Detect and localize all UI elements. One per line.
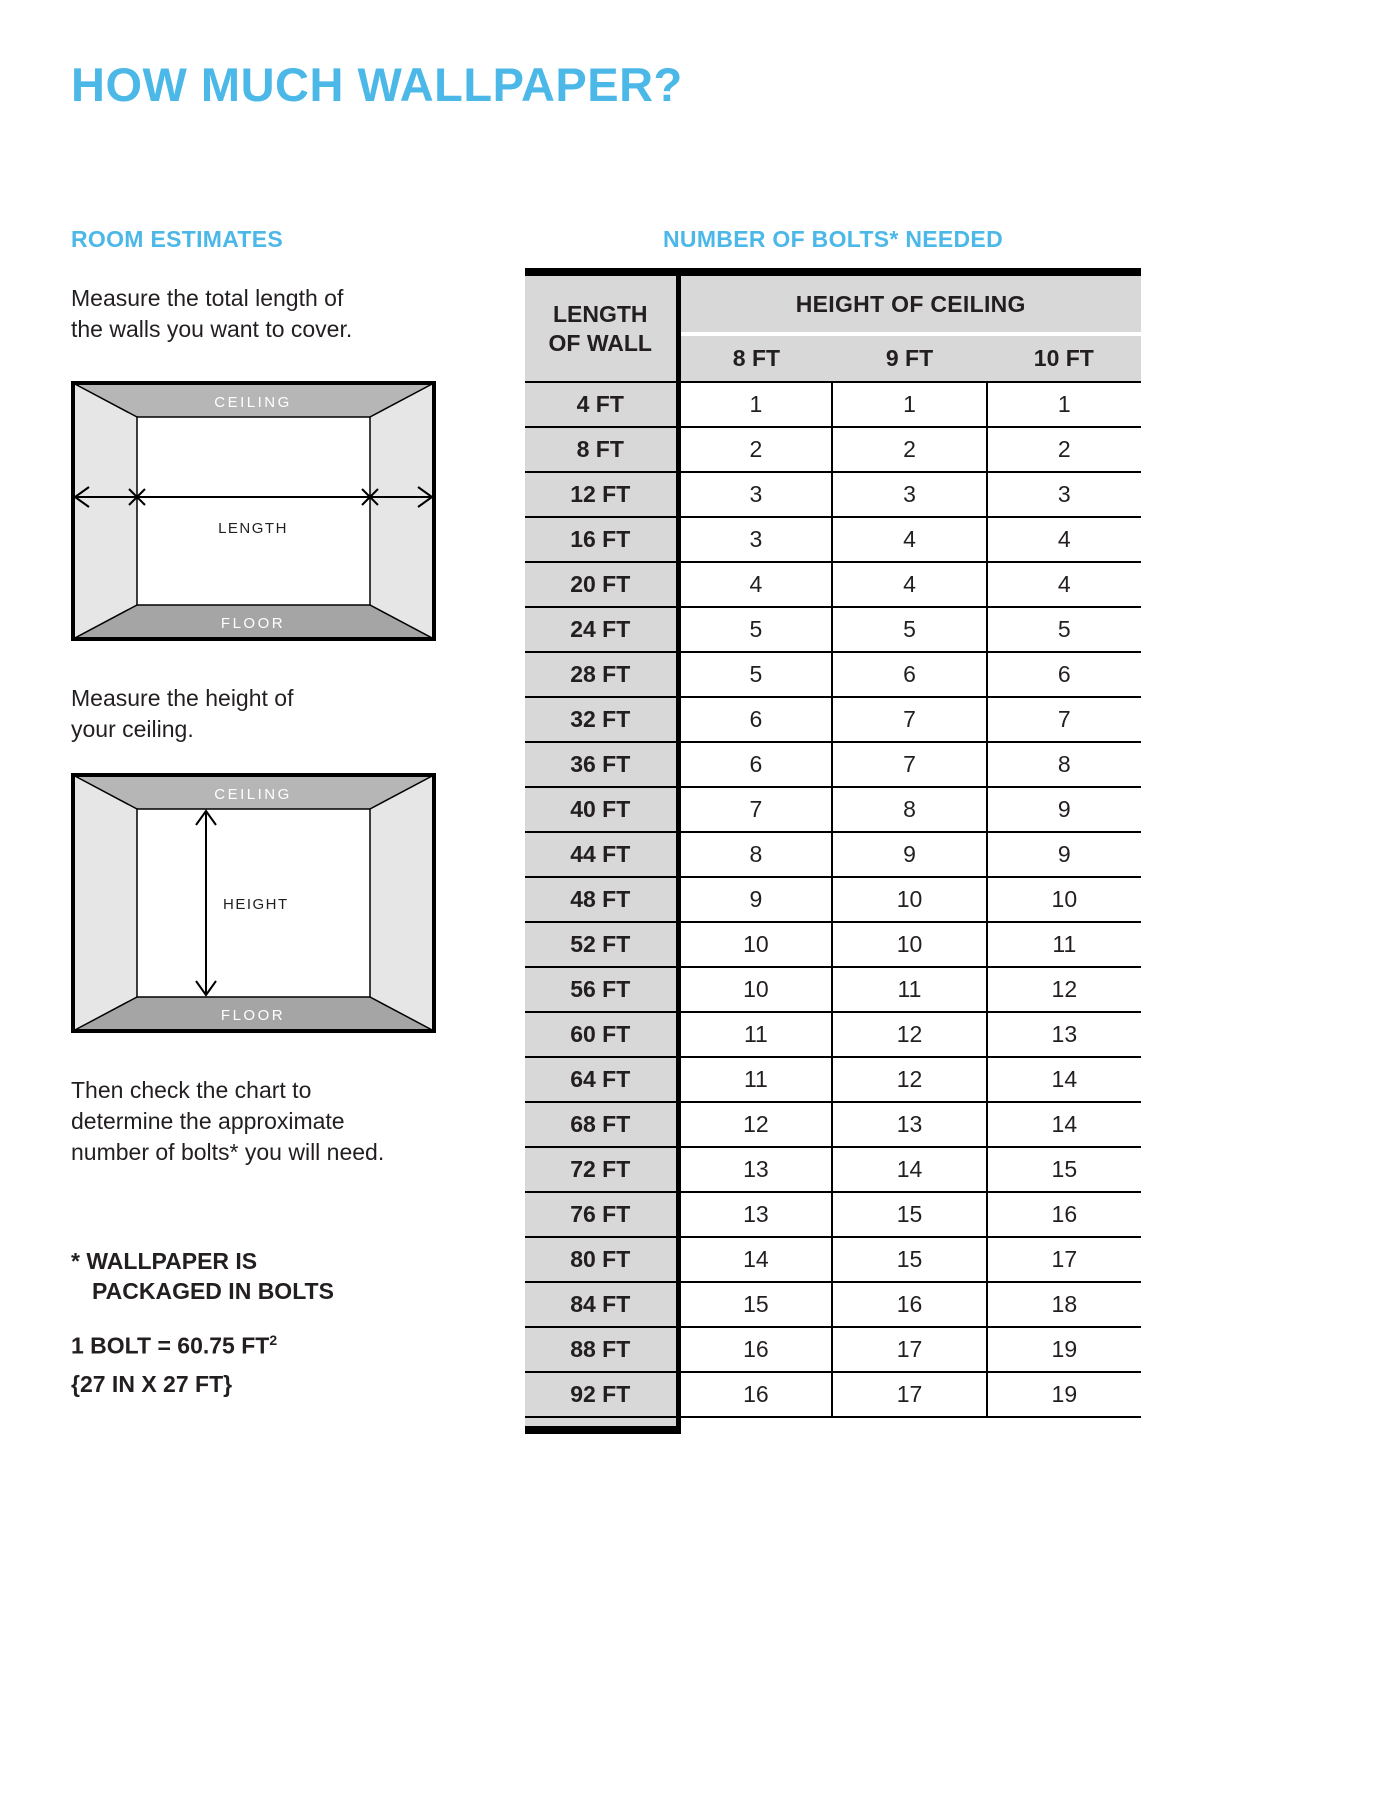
bolt-count-cell: 17 <box>832 1327 986 1372</box>
room-height-diagram <box>71 773 436 1033</box>
row-length-label: 40 FT <box>525 787 678 832</box>
bolt-count-cell: 4 <box>987 517 1141 562</box>
bolt-count-cell: 10 <box>678 922 832 967</box>
table-row <box>525 697 1141 742</box>
table-row <box>525 607 1141 652</box>
table-row <box>525 832 1141 877</box>
table-row <box>525 1237 1141 1282</box>
bolt-count-cell: 14 <box>832 1147 986 1192</box>
row-length-label: 32 FT <box>525 697 678 742</box>
bolt-count-cell: 11 <box>678 1012 832 1057</box>
bolt-count-cell: 13 <box>678 1192 832 1237</box>
row-length-label: 52 FT <box>525 922 678 967</box>
bolt-count-cell: 15 <box>832 1192 986 1237</box>
row-length-label: 4 FT <box>525 382 678 427</box>
table-row <box>525 1012 1141 1057</box>
right-wall <box>370 775 434 1031</box>
bolt-count-cell: 2 <box>678 427 832 472</box>
table-row <box>525 1372 1141 1417</box>
bolt-count-cell: 5 <box>987 607 1141 652</box>
row-length-label: 72 FT <box>525 1147 678 1192</box>
col-header-9ft: 9 FT <box>832 334 986 382</box>
bolt-count-cell: 2 <box>832 427 986 472</box>
left-wall <box>73 383 137 639</box>
text-line: Measure the height of <box>71 685 294 711</box>
table-row <box>525 517 1141 562</box>
row-length-label: 8 FT <box>525 427 678 472</box>
bolt-count-cell: 9 <box>987 787 1141 832</box>
bolt-count-cell: 15 <box>678 1282 832 1327</box>
row-length-label: 28 FT <box>525 652 678 697</box>
back-wall <box>137 417 370 605</box>
bolt-count-cell: 13 <box>832 1102 986 1147</box>
row-length-label: 68 FT <box>525 1102 678 1147</box>
bolt-count-cell: 9 <box>832 832 986 877</box>
row-length-label: 60 FT <box>525 1012 678 1057</box>
ceiling-label: CEILING <box>214 786 292 803</box>
floor-label: FLOOR <box>220 1007 286 1024</box>
bolt-count-cell: 3 <box>678 472 832 517</box>
bolt-dimensions: {27 IN X 27 FT} <box>71 1370 233 1397</box>
bolt-count-cell: 17 <box>832 1372 986 1417</box>
bolt-count-cell: 12 <box>832 1012 986 1057</box>
bolt-formula-text: 1 BOLT = 60.75 FT <box>71 1332 270 1359</box>
bolt-count-cell: 5 <box>832 607 986 652</box>
bolt-count-cell: 15 <box>987 1147 1141 1192</box>
bolt-count-cell: 3 <box>678 517 832 562</box>
table-row <box>525 1057 1141 1102</box>
instruction-measure-length <box>71 283 471 345</box>
table-row <box>525 1102 1141 1147</box>
bolts-table-heading: NUMBER OF BOLTS* NEEDED <box>663 226 1003 252</box>
bolt-count-cell: 10 <box>832 922 986 967</box>
row-length-label: 84 FT <box>525 1282 678 1327</box>
row-length-label: 88 FT <box>525 1327 678 1372</box>
instruction-measure-height <box>71 683 471 745</box>
bolts-table-foot <box>525 1417 1141 1430</box>
bolt-count-cell: 8 <box>987 742 1141 787</box>
bolt-count-cell: 16 <box>832 1282 986 1327</box>
bolt-count-cell: 10 <box>832 877 986 922</box>
bolt-count-cell: 11 <box>678 1057 832 1102</box>
bolts-needed-section <box>525 226 1141 1434</box>
length-label: LENGTH <box>218 520 288 537</box>
bolt-count-cell: 4 <box>678 562 832 607</box>
bolt-count-cell: 17 <box>987 1237 1141 1282</box>
room-estimates-heading: ROOM ESTIMATES <box>71 226 284 252</box>
row-length-label: 92 FT <box>525 1372 678 1417</box>
text-line: the walls you want to cover. <box>71 316 353 342</box>
table-row <box>525 427 1141 472</box>
table-row <box>525 742 1141 787</box>
bolt-count-cell: 1 <box>832 382 986 427</box>
ceiling-label: CEILING <box>214 394 292 411</box>
bolts-table-body <box>525 382 1141 1417</box>
table-spacer-row <box>525 1417 1141 1430</box>
bolt-count-cell: 1 <box>678 382 832 427</box>
row-length-label: 48 FT <box>525 877 678 922</box>
bolt-count-cell: 8 <box>678 832 832 877</box>
table-header-row <box>525 272 1141 334</box>
bolt-count-cell: 8 <box>832 787 986 832</box>
bolt-count-cell: 6 <box>832 652 986 697</box>
bolt-count-cell: 1 <box>987 382 1141 427</box>
table-row <box>525 652 1141 697</box>
text-line: determine the approximate <box>71 1108 345 1134</box>
bolt-count-cell: 15 <box>832 1237 986 1282</box>
text-line: * WALLPAPER IS <box>71 1248 258 1274</box>
text-line: Measure the total length of <box>71 285 344 311</box>
bolts-footnote <box>71 1246 471 1306</box>
bolt-count-cell: 4 <box>987 562 1141 607</box>
row-length-label: 24 FT <box>525 607 678 652</box>
page-title: HOW MUCH WALLPAPER? <box>71 58 683 111</box>
row-length-label: 56 FT <box>525 967 678 1012</box>
bolt-count-cell: 11 <box>987 922 1141 967</box>
col-header-8ft: 8 FT <box>678 334 832 382</box>
table-row <box>525 1282 1141 1327</box>
table-row <box>525 922 1141 967</box>
bolt-count-cell: 14 <box>987 1057 1141 1102</box>
length-of-wall-header <box>525 272 678 382</box>
table-row <box>525 877 1141 922</box>
height-label: HEIGHT <box>223 896 289 913</box>
right-wall <box>370 383 434 639</box>
table-row <box>525 1192 1141 1237</box>
bolt-count-cell: 14 <box>987 1102 1141 1147</box>
row-length-label: 20 FT <box>525 562 678 607</box>
row-length-label: 64 FT <box>525 1057 678 1102</box>
bolt-count-cell: 4 <box>832 562 986 607</box>
bolt-count-cell: 6 <box>678 742 832 787</box>
table-row <box>525 382 1141 427</box>
bolt-count-cell: 12 <box>678 1102 832 1147</box>
table-row <box>525 787 1141 832</box>
row-length-label: 76 FT <box>525 1192 678 1237</box>
bolt-count-cell: 12 <box>987 967 1141 1012</box>
height-of-ceiling-header: HEIGHT OF CEILING <box>678 272 1141 334</box>
bolt-count-cell: 16 <box>987 1192 1141 1237</box>
bolt-count-cell: 6 <box>678 697 832 742</box>
instruction-check-chart <box>71 1075 471 1168</box>
bolt-count-cell: 6 <box>987 652 1141 697</box>
text-line: your ceiling. <box>71 716 194 742</box>
row-length-label: 12 FT <box>525 472 678 517</box>
row-length-label: 44 FT <box>525 832 678 877</box>
bolt-count-cell: 9 <box>987 832 1141 877</box>
text-line: PACKAGED IN BOLTS <box>92 1278 334 1304</box>
bolt-count-cell: 14 <box>678 1237 832 1282</box>
bolt-count-cell: 3 <box>987 472 1141 517</box>
bolt-count-cell: 16 <box>678 1327 832 1372</box>
room-length-diagram <box>71 381 436 641</box>
text-line: number of bolts* you will need. <box>71 1139 385 1165</box>
bolt-count-cell: 9 <box>678 877 832 922</box>
bolt-count-cell: 19 <box>987 1327 1141 1372</box>
bolt-count-cell: 7 <box>987 697 1141 742</box>
floor-label: FLOOR <box>220 615 286 632</box>
text-line: LENGTH <box>552 300 648 327</box>
bolt-count-cell: 13 <box>678 1147 832 1192</box>
squared-superscript: 2 <box>269 1332 278 1348</box>
bolt-count-cell: 5 <box>678 652 832 697</box>
spacer-label-cell <box>525 1417 678 1430</box>
bolt-count-cell: 11 <box>832 967 986 1012</box>
room-estimates-section <box>71 226 471 1398</box>
bolt-count-cell: 12 <box>832 1057 986 1102</box>
bolt-count-cell: 7 <box>832 742 986 787</box>
row-length-label: 36 FT <box>525 742 678 787</box>
bolts-table-head <box>525 272 1141 382</box>
left-wall <box>73 775 137 1031</box>
bolt-count-cell: 19 <box>987 1372 1141 1417</box>
bolt-count-cell: 10 <box>678 967 832 1012</box>
bolt-count-cell: 4 <box>832 517 986 562</box>
text-line: Then check the chart to <box>71 1077 312 1103</box>
bolt-count-cell: 18 <box>987 1282 1141 1327</box>
table-row <box>525 1327 1141 1372</box>
table-row <box>525 1147 1141 1192</box>
table-row <box>525 562 1141 607</box>
bolt-formula <box>71 1332 471 1360</box>
bolt-count-cell: 10 <box>987 877 1141 922</box>
bolt-count-cell: 7 <box>678 787 832 832</box>
bolt-count-cell: 5 <box>678 607 832 652</box>
bolt-count-cell: 13 <box>987 1012 1141 1057</box>
table-row <box>525 967 1141 1012</box>
bolts-table <box>525 268 1141 1434</box>
bolt-count-cell: 3 <box>832 472 986 517</box>
bolt-count-cell: 7 <box>832 697 986 742</box>
text-line: OF WALL <box>548 329 652 356</box>
table-row <box>525 472 1141 517</box>
row-length-label: 80 FT <box>525 1237 678 1282</box>
row-length-label: 16 FT <box>525 517 678 562</box>
spacer-data-cell <box>678 1417 1141 1430</box>
col-header-10ft: 10 FT <box>987 334 1141 382</box>
bolt-count-cell: 2 <box>987 427 1141 472</box>
bolt-count-cell: 16 <box>678 1372 832 1417</box>
